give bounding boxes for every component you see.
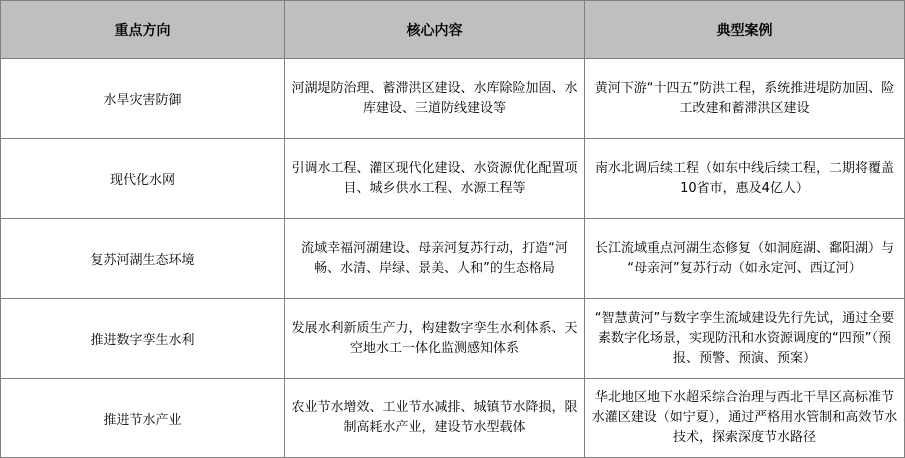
table-row bbox=[1, 299, 905, 379]
table-row bbox=[1, 379, 905, 458]
typical-case-cell: 长江流域重点河湖生态修复（如洞庭湖、鄱阳湖）与 “母亲河”复苏行动（如永定河、西辽河） bbox=[585, 219, 905, 299]
direction-cell: 推进数字孪生水利 bbox=[1, 299, 285, 379]
header-row bbox=[1, 1, 905, 59]
typical-case-cell: “智慧黄河”与数字孪生流域建设先行先试，通过全要素数字化场景，实现防汛和水资源调度的“四预”（预报、预警、预演、预案） bbox=[585, 299, 905, 379]
core-content-cell: 流域幸福河湖建设、母亲河复苏行动，打造“河畅、水清、岸绿、景美、人和”的生态格局 bbox=[285, 219, 585, 299]
core-content-cell: 发展水利新质生产力，构建数字孪生水利体系、天空地水工一体化监测感知体系 bbox=[285, 299, 585, 379]
direction-cell: 推进节水产业 bbox=[1, 379, 285, 458]
header-core-content: 核心内容 bbox=[285, 1, 585, 59]
table-row bbox=[1, 59, 905, 139]
header-typical-case: 典型案例 bbox=[585, 1, 905, 59]
typical-case-cell: 南水北调后续工程（如东中线后续工程，二期将覆盖10省市，惠及4亿人） bbox=[585, 139, 905, 219]
typical-case-cell: 华北地区地下水超采综合治理与西北干旱区高标准节水灌区建设（如宁夏），通过严格用水管制和高效节水技术，探索深度节水路径 bbox=[585, 379, 905, 458]
header-direction: 重点方向 bbox=[1, 1, 285, 59]
direction-cell: 现代化水网 bbox=[1, 139, 285, 219]
core-content-cell: 农业节水增效、工业节水减排、城镇节水降损，限制高耗水产业，建设节水型载体 bbox=[285, 379, 585, 458]
direction-cell: 复苏河湖生态环境 bbox=[1, 219, 285, 299]
core-content-cell: 河湖堤防治理、蓄滞洪区建设、水库除险加固、水库建设、三道防线建设等 bbox=[285, 59, 585, 139]
table-row bbox=[1, 139, 905, 219]
core-content-cell: 引调水工程、灌区现代化建设、水资源优化配置项目、城乡供水工程、水源工程等 bbox=[285, 139, 585, 219]
typical-case-cell: 黄河下游“十四五”防洪工程，系统推进堤防加固、险工改建和蓄滞洪区建设 bbox=[585, 59, 905, 139]
table-row bbox=[1, 219, 905, 299]
direction-cell: 水旱灾害防御 bbox=[1, 59, 285, 139]
